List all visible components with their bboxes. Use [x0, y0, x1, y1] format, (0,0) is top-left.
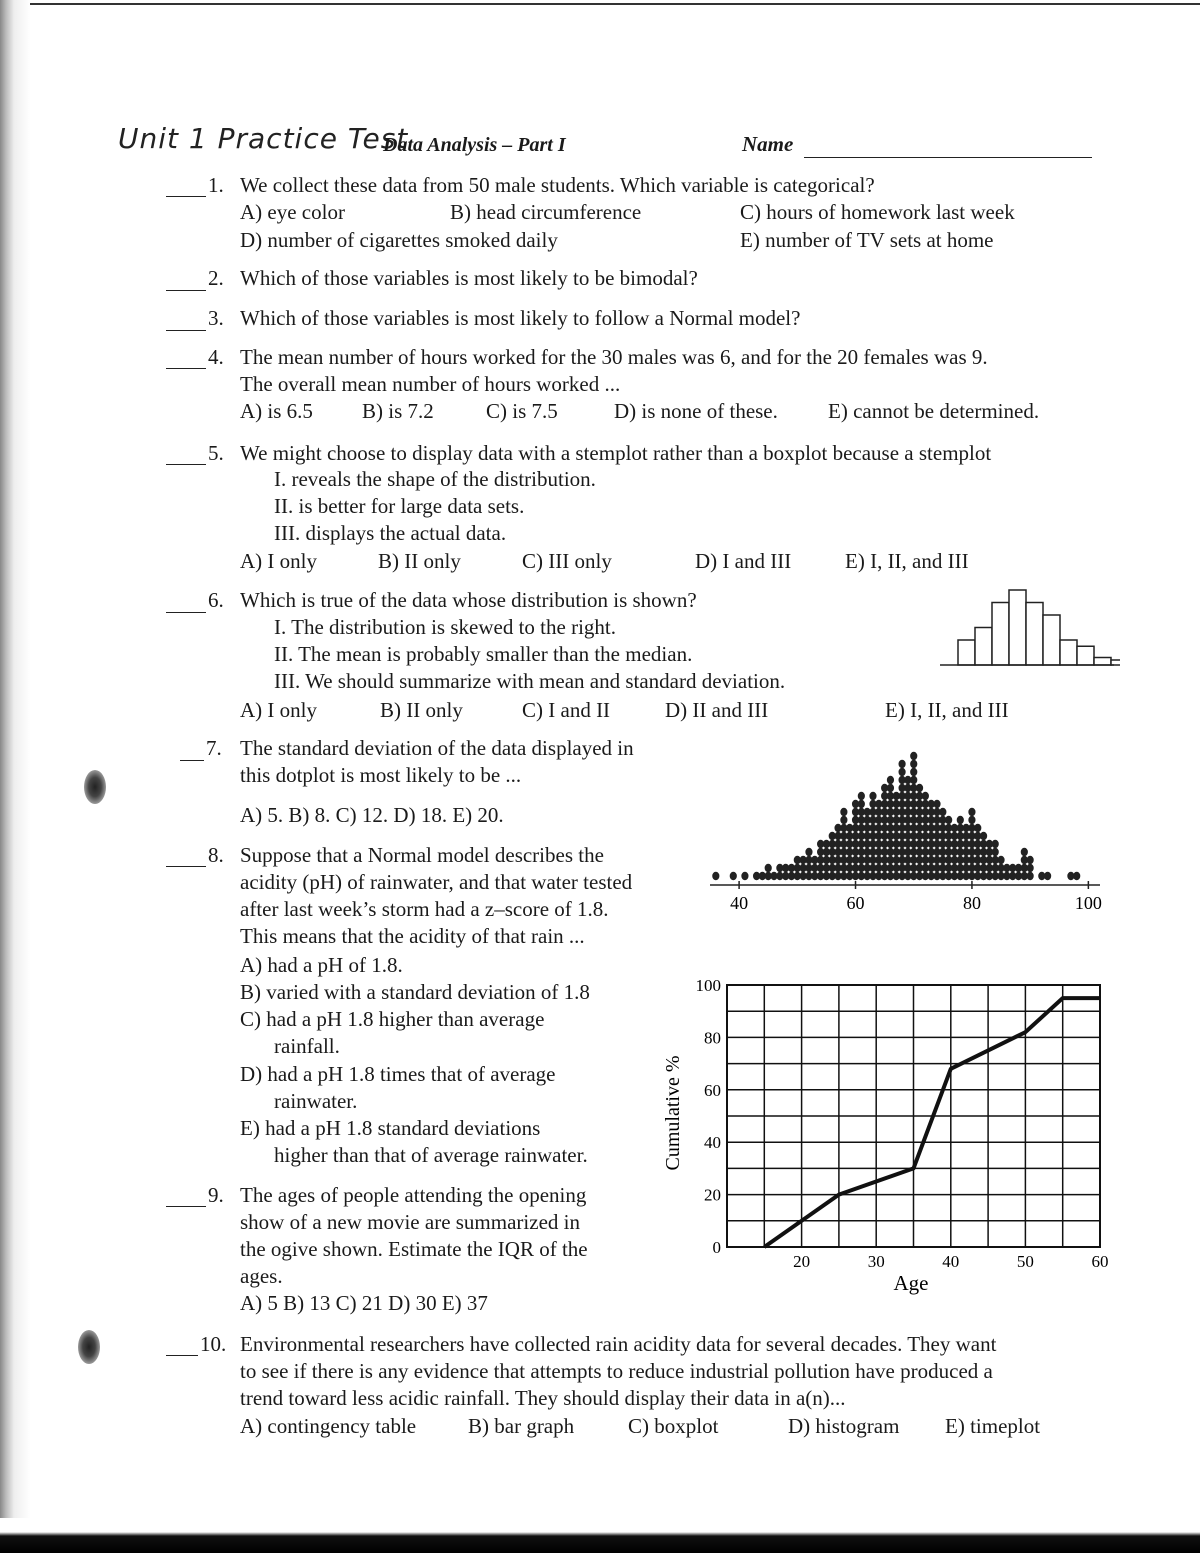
- dotplot-dot: [765, 864, 772, 872]
- dotplot-dot: [992, 840, 999, 848]
- question-number: 8.: [208, 843, 224, 867]
- histogram-bar: [1060, 640, 1077, 665]
- dotplot-tick-label: 40: [730, 893, 749, 913]
- dotplot-dot: [980, 832, 987, 840]
- dotplot-dot: [910, 768, 917, 776]
- histogram-bar: [958, 640, 975, 665]
- ogive-x-tick-label: 30: [867, 1252, 885, 1271]
- ogive-y-tick-label: 40: [704, 1133, 721, 1153]
- choice-c: C) III only: [522, 549, 612, 573]
- dotplot-dot: [712, 872, 719, 880]
- dotplot-dot: [869, 792, 876, 800]
- choice-c: C) boxplot: [628, 1414, 719, 1438]
- choice-e: E) I, II, and III: [845, 549, 969, 573]
- dotplot-dot: [730, 872, 737, 880]
- choice-c: C) is 7.5: [486, 399, 558, 423]
- question-text-line4: ages.: [240, 1264, 283, 1288]
- ogive-y-tick-label: 60: [704, 1080, 721, 1100]
- dotplot-tick-label: 80: [962, 893, 981, 913]
- dotplot-dot: [840, 816, 847, 824]
- binder-hole-bottom: [78, 1330, 100, 1364]
- dotplot-dot: [1044, 872, 1051, 880]
- answer-choices: A) 5. B) 8. C) 12. D) 18. E) 20.: [240, 803, 504, 827]
- dotplot-dot: [910, 752, 917, 760]
- question-text-line3: the ogive shown. Estimate the IQR of the: [240, 1237, 588, 1261]
- ogive-y-tick-label: 80: [704, 1028, 721, 1048]
- ogive-y-axis-label: Cumulative %: [662, 1055, 684, 1171]
- answer-blank-5[interactable]: [166, 464, 206, 465]
- dotplot-dot: [840, 808, 847, 816]
- choice-e: E) I, II, and III: [885, 698, 1009, 722]
- ogive-y-tick-label: 0: [712, 1238, 721, 1257]
- histogram-bar: [1094, 658, 1111, 666]
- statement-i: I. The distribution is skewed to the right.: [274, 615, 616, 639]
- choice-a: A) I only: [240, 549, 317, 573]
- choice-a: A) eye color: [240, 200, 345, 224]
- statement-i: I. reveals the shape of the distribution.: [274, 467, 596, 491]
- dotplot-dot: [1021, 848, 1028, 856]
- answer-blank-7[interactable]: [180, 760, 204, 761]
- choice-b: B) varied with a standard deviation of 1.8: [240, 980, 590, 1004]
- choice-d: D) II and III: [665, 698, 769, 722]
- handwritten-title: Unit 1 Practice Test: [118, 122, 409, 155]
- binder-hole-top: [84, 770, 106, 804]
- dotplot-dot: [957, 816, 964, 824]
- answer-choices: A) 5 B) 13 C) 21 D) 30 E) 37: [240, 1291, 488, 1315]
- ogive-y-tick-label: 100: [695, 976, 721, 995]
- dotplot-dot: [939, 808, 946, 816]
- dotplot-dot: [858, 800, 865, 808]
- dotplot-dot: [1073, 872, 1080, 880]
- choice-c: C) hours of homework last week: [740, 200, 1015, 224]
- dotplot-tick-label: 60: [846, 893, 865, 913]
- question-number: 2.: [208, 266, 224, 290]
- dotplot-dot: [997, 856, 1004, 864]
- dotplot-dot: [858, 792, 865, 800]
- choice-e: E) cannot be determined.: [828, 399, 1040, 423]
- choice-c-line2: rainfall.: [274, 1034, 340, 1058]
- histogram-chart: [940, 588, 1120, 668]
- question-text-line2: acidity (pH) of rainwater, and that water tested: [240, 870, 633, 894]
- answer-blank-10[interactable]: [166, 1355, 198, 1356]
- question-text: Which of those variables is most likely to follow a Normal model?: [240, 306, 801, 330]
- question-text-line2: this dotplot is most likely to be ...: [240, 763, 522, 787]
- answer-blank-2[interactable]: [166, 290, 206, 291]
- dotplot-dots: [712, 752, 1080, 880]
- choice-a: A) had a pH of 1.8.: [240, 953, 403, 977]
- dotplot-dot: [1027, 864, 1034, 872]
- ogive-x-tick-label: 20: [793, 1252, 811, 1271]
- top-edge-line: [0, 3, 1200, 5]
- dotplot-dot: [933, 800, 940, 808]
- question-number: 4.: [208, 345, 224, 369]
- histogram-bar: [975, 628, 992, 666]
- choice-a: A) is 6.5: [240, 399, 313, 423]
- choice-d: D) histogram: [788, 1414, 900, 1438]
- ogive-x-tick-label: 40: [942, 1252, 960, 1271]
- question-number: 7.: [206, 736, 222, 760]
- dotplot-chart: [700, 735, 1110, 920]
- question-number: 3.: [208, 306, 224, 330]
- dotplot-dot: [910, 760, 917, 768]
- statement-iii: III. We should summarize with mean and standard deviation.: [274, 669, 786, 693]
- dotplot-dot: [1027, 856, 1034, 864]
- choice-d-line1: D) had a pH 1.8 times that of average: [240, 1062, 556, 1086]
- question-text: We might choose to display data with a stemplot rather than a boxplot because a stemplot: [240, 441, 992, 465]
- statement-iii: III. displays the actual data.: [274, 521, 507, 545]
- choice-e: E) number of TV sets at home: [740, 228, 994, 252]
- dotplot-dot: [898, 760, 905, 768]
- question-number: 10.: [200, 1332, 227, 1356]
- dotplot-dot: [992, 848, 999, 856]
- question-text-line2: The overall mean number of hours worked ...: [240, 372, 621, 396]
- dotplot-dot: [887, 776, 894, 784]
- dotplot-dot: [974, 824, 981, 832]
- ogive-x-tick-label: 50: [1016, 1252, 1034, 1271]
- question-text-line2: to see if there is any evidence that attempts to reduce industrial pollution have produced a: [240, 1359, 993, 1383]
- dotplot-dot: [916, 784, 923, 792]
- dotplot-tick-label: 100: [1074, 893, 1102, 913]
- name-field[interactable]: [804, 157, 1092, 158]
- question-text: We collect these data from 50 male students. Which variable is categorical?: [240, 173, 875, 197]
- dotplot-dot: [898, 768, 905, 776]
- choice-b: B) bar graph: [468, 1414, 575, 1438]
- choice-c-line1: C) had a pH 1.8 higher than average: [240, 1007, 545, 1031]
- dotplot-dot: [741, 872, 748, 880]
- choice-b: B) is 7.2: [362, 399, 434, 423]
- name-label: Name: [742, 132, 794, 156]
- dotplot-dot: [968, 808, 975, 816]
- question-text-line3: after last week’s storm had a z–score of 1.8.: [240, 897, 609, 921]
- question-text-line2: show of a new movie are summarized in: [240, 1210, 580, 1234]
- choice-b: B) II only: [380, 698, 463, 722]
- choice-b: B) II only: [378, 549, 461, 573]
- dotplot-dot: [887, 784, 894, 792]
- question-text-line1: The mean number of hours worked for the 30 males was 6, and for the 20 females was 9.: [240, 345, 988, 369]
- choice-d: D) is none of these.: [614, 399, 778, 423]
- scan-bottom-edge: [0, 1518, 1200, 1553]
- dotplot-dot: [910, 776, 917, 784]
- choice-e-line2: higher than that of average rainwater.: [274, 1143, 588, 1167]
- ogive-x-axis-label: Age: [893, 1271, 929, 1295]
- histogram-bars: [958, 590, 1120, 665]
- choice-d: D) I and III: [695, 549, 792, 573]
- question-text: Which of those variables is most likely to be bimodal?: [240, 266, 698, 290]
- question-number: 5.: [208, 441, 224, 465]
- question-text-line1: The standard deviation of the data displayed in: [240, 736, 634, 760]
- statement-ii: II. The mean is probably smaller than the median.: [274, 642, 693, 666]
- dotplot-dot: [1027, 872, 1034, 880]
- question-text-line1: Suppose that a Normal model describes the: [240, 843, 604, 867]
- histogram-bar: [992, 603, 1009, 666]
- ogive-ticks: [696, 976, 1109, 1271]
- question-text: Which is true of the data whose distribution is shown?: [240, 588, 697, 612]
- choice-e-line1: E) had a pH 1.8 standard deviations: [240, 1116, 541, 1140]
- ogive-x-tick-label: 60: [1091, 1252, 1109, 1271]
- answer-blank-8[interactable]: [166, 866, 206, 867]
- ogive-grid: [727, 985, 1100, 1247]
- histogram-bar: [1026, 603, 1043, 666]
- question-text-line4: This means that the acidity of that rain ...: [240, 924, 585, 948]
- question-text-line1: The ages of people attending the opening: [240, 1183, 587, 1207]
- histogram-bar: [1077, 646, 1094, 665]
- question-text-line1: Environmental researchers have collected rain acidity data for several decades. They want: [240, 1332, 997, 1356]
- scan-left-edge: [0, 0, 30, 1553]
- dotplot-ticks: [730, 881, 1102, 913]
- choice-d-line2: rainwater.: [274, 1089, 358, 1113]
- statement-ii: II. is better for large data sets.: [274, 494, 525, 518]
- answer-blank-6[interactable]: [166, 612, 206, 613]
- ogive-chart: [655, 965, 1115, 1300]
- choice-e: E) timeplot: [945, 1414, 1041, 1438]
- dotplot-dot: [922, 792, 929, 800]
- dotplot-dot: [968, 816, 975, 824]
- answer-blank-4[interactable]: [166, 368, 206, 369]
- choice-c: C) I and II: [522, 698, 611, 722]
- choice-b: B) head circumference: [450, 200, 642, 224]
- dotplot-dot: [945, 816, 952, 824]
- question-text-line3: trend toward less acidic rainfall. They should display their data in a(n)...: [240, 1386, 846, 1410]
- page-subtitle: Data Analysis – Part I: [383, 134, 566, 156]
- ogive-line: [764, 998, 1100, 1247]
- choice-a: A) I only: [240, 698, 317, 722]
- histogram-bar: [1043, 615, 1060, 665]
- ogive-y-tick-label: 20: [704, 1185, 721, 1205]
- question-number: 1.: [208, 173, 224, 197]
- answer-blank-3[interactable]: [166, 330, 206, 331]
- choice-d: D) number of cigarettes smoked daily: [240, 228, 558, 252]
- question-number: 6.: [208, 588, 224, 612]
- question-number: 9.: [208, 1183, 224, 1207]
- dotplot-dot: [805, 848, 812, 856]
- histogram-bar: [1009, 590, 1026, 665]
- choice-a: A) contingency table: [240, 1414, 417, 1438]
- answer-blank-9[interactable]: [166, 1206, 206, 1207]
- answer-blank-1[interactable]: [166, 196, 206, 197]
